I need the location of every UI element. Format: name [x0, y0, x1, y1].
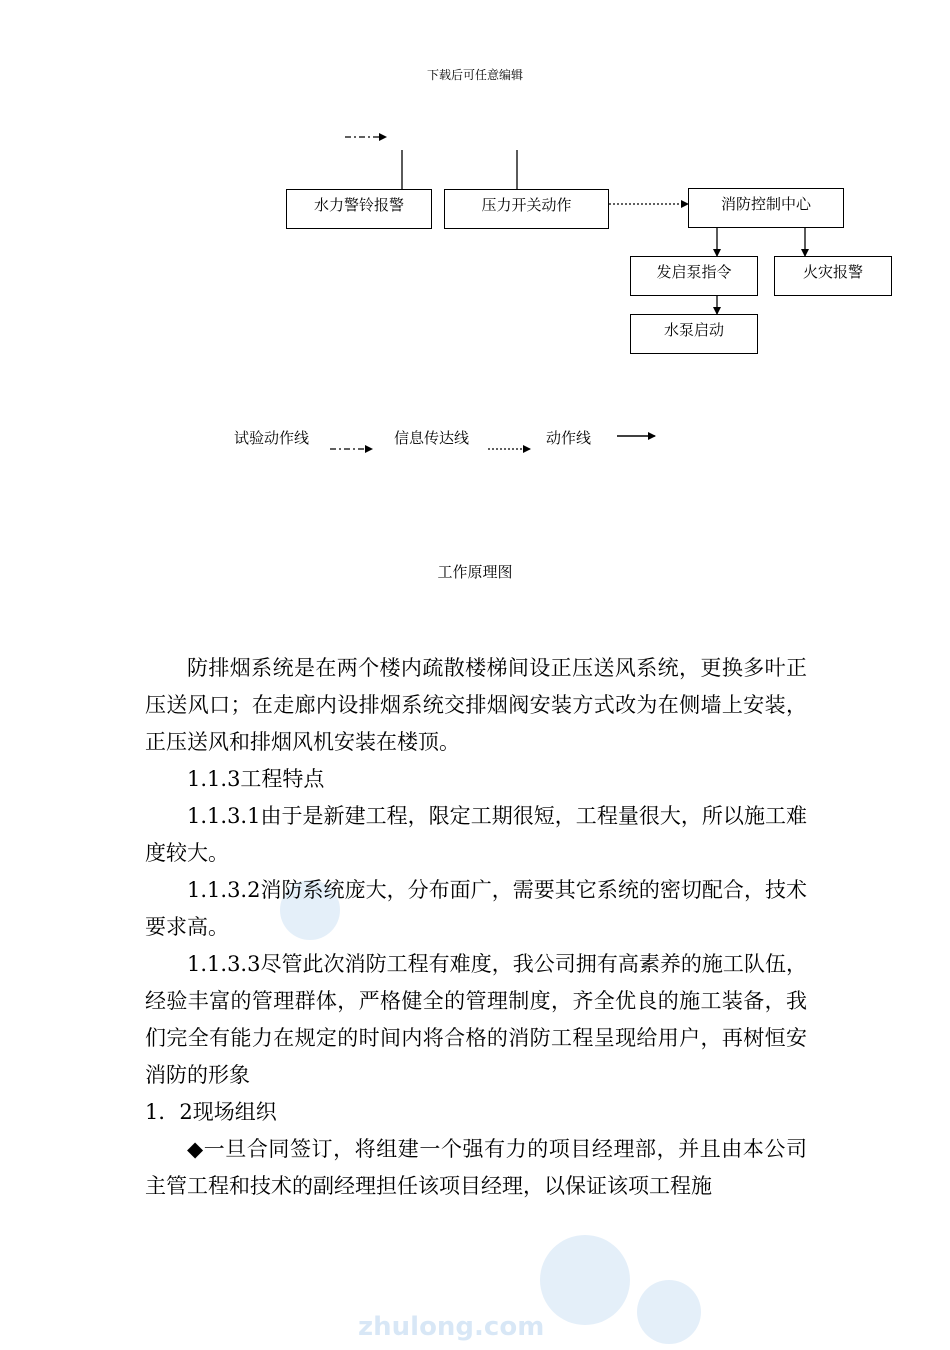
legend-test-label: 试验动作线: [234, 429, 310, 447]
box-fire-alarm: 火灾报警: [774, 256, 892, 296]
paragraph-feature-3: 1.1.3.3尽管此次消防工程有难度，我公司拥有高素养的施工队伍，经验丰富的管理群体，严格健全的管理制度，齐全优良的施工装备，我们完全有能力在规定的时间内将合格的消防工程呈现给用户，再树恒安消防的形象: [145, 952, 807, 1087]
legend-action-label: 动作线: [546, 429, 592, 447]
body-text: [145, 650, 807, 1205]
watermark-text: zhulong.com: [358, 1312, 545, 1342]
header-note: 下载后可任意编辑: [426, 68, 523, 82]
diagram-connectors: [0, 0, 950, 600]
box-control-center: 消防控制中心: [688, 188, 844, 228]
watermark-logo-icon: [530, 1225, 640, 1335]
paragraph-feature-1: 1.1.3.1由于是新建工程，限定工期很短，工程量很大，所以施工难度较大。: [145, 804, 807, 865]
box-pump-command: 发启泵指令: [630, 256, 758, 296]
watermark-logo-small-icon: [632, 1275, 707, 1350]
heading-site-organization: 1．2现场组织: [145, 1100, 277, 1124]
heading-engineering-features: 1.1.3工程特点: [187, 767, 325, 791]
box-water-bell-alarm: 水力警铃报警: [286, 189, 432, 229]
box-pressure-switch: 压力开关动作: [444, 189, 609, 229]
paragraph-feature-2: 1.1.3.2消防系统庞大，分布面广，需要其它系统的密切配合，技术要求高。: [145, 878, 807, 939]
diagram-caption: 工作原理图: [437, 563, 513, 581]
box-pump-start: 水泵启动: [630, 314, 758, 354]
paragraph-organization: ◆一旦合同签订，将组建一个强有力的项目经理部，并且由本公司主管工程和技术的副经理担任该项目经理，以保证该项工程施: [145, 1137, 807, 1198]
legend-info-label: 信息传达线: [394, 429, 470, 447]
paragraph-smoke-system: 防排烟系统是在两个楼内疏散楼梯间设正压送风系统，更换多叶正压送风口；在走廊内设排烟系统交排烟阀安装方式改为在侧墙上安装，正压送风和排烟风机安装在楼顶。: [145, 656, 807, 754]
